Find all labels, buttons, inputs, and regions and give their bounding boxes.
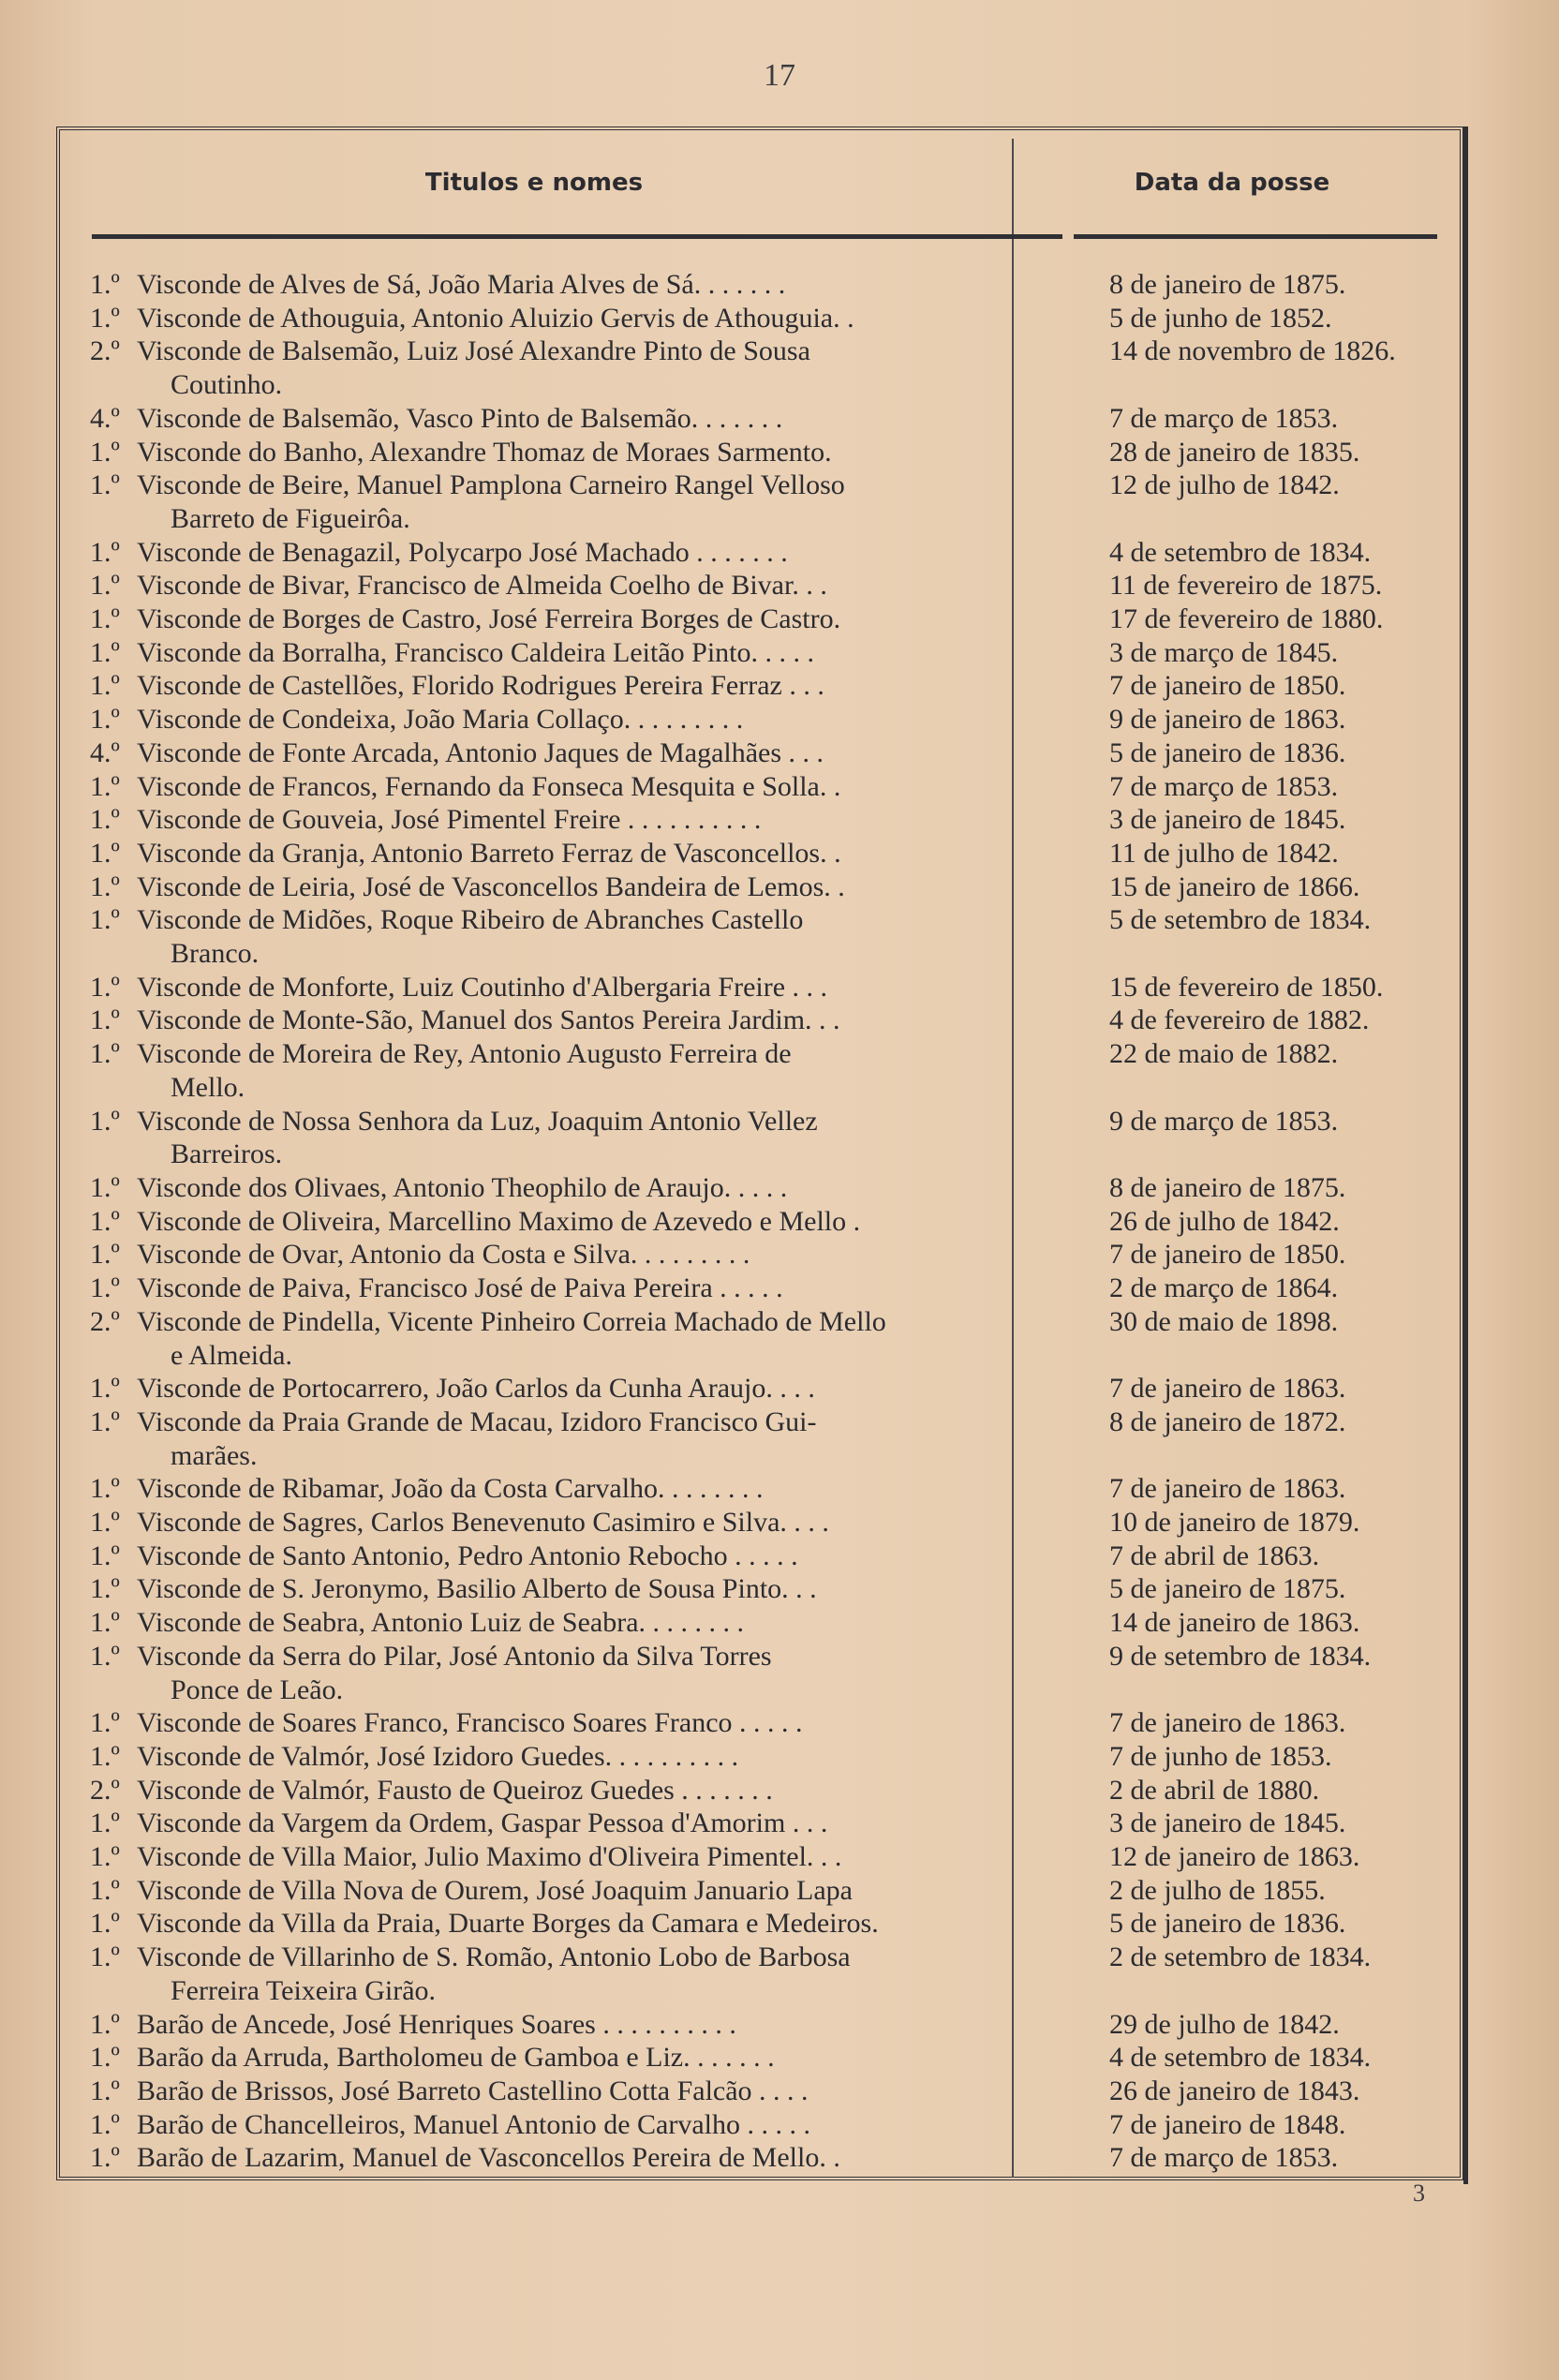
entry-ordinal: 1.º — [90, 1841, 120, 1873]
entry-name: Visconde da Serra do Pilar, José Antonio da Silva Torres — [137, 1640, 772, 1672]
entry-name: Visconde de Monforte, Luiz Coutinho d'Albergaria Freire . . . — [137, 971, 828, 1003]
entry-name: Visconde de S. Jeronymo, Basilio Alberto de Sousa Pinto. . . — [137, 1573, 817, 1605]
entry-date: 2 de abril de 1880. — [1109, 1774, 1320, 1806]
table-row — [88, 703, 1456, 736]
entry-ordinal: 1.º — [90, 670, 120, 702]
entry-ordinal: 1.º — [90, 1473, 120, 1505]
entry-name: Visconde de Balsemão, Vasco Pinto de Balsemão. . . . . . . — [137, 402, 783, 434]
entry-ordinal: 1.º — [90, 1540, 120, 1571]
table-row — [88, 1105, 1456, 1171]
entry-title — [88, 1105, 1049, 1171]
entry-date: 5 de setembro de 1834. — [1109, 904, 1372, 936]
entry-date: 29 de julho de 1842. — [1109, 2008, 1340, 2040]
entry-name: Visconde da Granja, Antonio Barreto Ferraz de Vasconcellos. . — [137, 837, 841, 869]
entry-name: Visconde de Gouveia, José Pimentel Freire . . . . . . . . . . — [137, 804, 762, 836]
entry-title — [88, 870, 1049, 904]
entry-title — [88, 1205, 1049, 1239]
entry-date: 15 de fevereiro de 1850. — [1109, 971, 1384, 1003]
entry-title — [88, 2075, 1049, 2108]
entry-title — [88, 2141, 1049, 2175]
entry-name: Visconde de Leiria, José de Vasconcellos Bandeira de Lemos. . — [137, 870, 845, 902]
entry-name: Visconde de Ribamar, João da Costa Carvalho. . . . . . . . — [137, 1473, 764, 1505]
entry-title — [88, 569, 1049, 602]
entry-ordinal: 1.º — [90, 870, 120, 902]
entry-title — [88, 602, 1049, 636]
entry-name: Visconde de Seabra, Antonio Luiz de Seabra. . . . . . . . — [137, 1607, 745, 1639]
entry-title — [88, 268, 1049, 302]
entry-title — [88, 1740, 1049, 1774]
entry-date: 5 de janeiro de 1836. — [1109, 736, 1346, 768]
entry-name: Visconde de Villarinho de S. Romão, Antonio Lobo de Barbosa — [137, 1941, 851, 1973]
entry-date: 7 de janeiro de 1850. — [1109, 1239, 1346, 1271]
entry-name: Visconde de Borges de Castro, José Ferreira Borges de Castro. — [137, 603, 841, 635]
table-row — [88, 1037, 1456, 1104]
entry-name: Visconde de Valmór, José Izidoro Guedes. . . . . . . . . . — [137, 1740, 739, 1772]
entry-ordinal: 1.º — [90, 804, 120, 836]
table-row — [88, 1907, 1456, 1941]
entry-title — [88, 669, 1049, 703]
entry-ordinal: 1.º — [90, 1908, 120, 1940]
entry-name: Visconde de Castellões, Florido Rodrigues Pereira Ferraz . . . — [137, 670, 824, 702]
entry-date: 5 de janeiro de 1836. — [1109, 1908, 1346, 1940]
entry-name: Barão de Ancede, José Henriques Soares . . . . . . . . . . — [137, 2008, 736, 2040]
entry-title — [88, 1874, 1049, 1908]
entry-continuation: marães. — [171, 1439, 258, 1471]
table-row — [88, 1706, 1456, 1740]
entry-ordinal: 1.º — [90, 1004, 120, 1036]
entry-ordinal: 1.º — [90, 469, 120, 501]
entry-date: 5 de janeiro de 1875. — [1109, 1573, 1346, 1605]
table-row — [88, 736, 1456, 770]
entry-date: 5 de junho de 1852. — [1109, 302, 1332, 334]
table-row — [88, 1740, 1456, 1774]
table-row — [88, 436, 1456, 469]
entry-ordinal: 1.º — [90, 1607, 120, 1639]
entry-ordinal: 1.º — [90, 1272, 120, 1304]
table-row — [88, 1640, 1456, 1706]
entry-title — [88, 803, 1049, 837]
entry-ordinal: 1.º — [90, 1038, 120, 1070]
entry-title — [88, 536, 1049, 570]
entry-ordinal: 1.º — [90, 971, 120, 1003]
entry-title — [88, 1372, 1049, 1406]
entry-name: Visconde da Praia Grande de Macau, Izidoro Francisco Gui- — [137, 1406, 817, 1437]
entry-date: 15 de janeiro de 1866. — [1109, 870, 1360, 902]
entry-name: Visconde de Athouguia, Antonio Aluizio Gervis de Athouguia. . — [137, 302, 854, 334]
entry-name: Visconde de Beire, Manuel Pamplona Carneiro Rangel Velloso — [137, 469, 845, 501]
entry-ordinal: 1.º — [90, 2008, 120, 2040]
entry-date: 28 de janeiro de 1835. — [1109, 436, 1360, 468]
entry-ordinal: 1.º — [90, 1941, 120, 1973]
table-row — [88, 1874, 1456, 1908]
entry-ordinal: 2.º — [90, 1305, 120, 1337]
entry-title — [88, 2108, 1049, 2142]
entry-ordinal: 1.º — [90, 269, 120, 300]
entry-name: Visconde de Paiva, Francisco José de Paiva Pereira . . . . . — [137, 1272, 783, 1304]
column-header-date: Data da posse — [1134, 169, 1330, 197]
entry-continuation: Mello. — [171, 1071, 245, 1103]
column-header-titles: Titulos e nomes — [424, 169, 644, 197]
entry-ordinal: 1.º — [90, 436, 120, 468]
table-row — [88, 1406, 1456, 1472]
table-row — [88, 2108, 1456, 2142]
entry-name: Visconde da Vargem da Ordem, Gaspar Pessoa d'Amorim . . . — [137, 1807, 828, 1839]
table-row — [88, 1272, 1456, 1305]
entry-date: 7 de janeiro de 1848. — [1109, 2108, 1346, 2140]
entry-name: Visconde de Sagres, Carlos Benevenuto Casimiro e Silva. . . . — [137, 1507, 829, 1539]
entry-title — [88, 1706, 1049, 1740]
table-row — [88, 1540, 1456, 1573]
table-row — [88, 2075, 1456, 2108]
entry-date: 3 de março de 1845. — [1109, 636, 1339, 668]
entry-ordinal: 4.º — [90, 402, 120, 434]
entry-date: 7 de janeiro de 1850. — [1109, 670, 1346, 702]
entry-date: 4 de fevereiro de 1882. — [1109, 1004, 1370, 1036]
entry-ordinal: 1.º — [90, 1406, 120, 1437]
entry-date: 7 de janeiro de 1863. — [1109, 1473, 1346, 1505]
table-row — [88, 669, 1456, 703]
entry-name: Visconde de Fonte Arcada, Antonio Jaques de Magalhães . . . — [137, 736, 824, 768]
entry-date: 9 de setembro de 1834. — [1109, 1640, 1372, 1672]
entry-date: 8 de janeiro de 1875. — [1109, 1171, 1346, 1203]
entry-title — [88, 636, 1049, 670]
entry-continuation: e Almeida. — [171, 1339, 292, 1371]
entry-title — [88, 1406, 1049, 1472]
entry-date: 11 de fevereiro de 1875. — [1109, 570, 1383, 602]
table-row — [88, 569, 1456, 602]
table-row — [88, 903, 1456, 970]
entry-continuation: Barreiros. — [171, 1138, 283, 1170]
entry-date: 12 de janeiro de 1863. — [1109, 1841, 1360, 1873]
entry-ordinal: 1.º — [90, 302, 120, 334]
entry-title — [88, 1606, 1049, 1640]
entry-continuation: Ponce de Leão. — [171, 1673, 344, 1705]
entry-date: 9 de janeiro de 1863. — [1109, 704, 1346, 736]
entry-date: 12 de julho de 1842. — [1109, 469, 1340, 501]
table-row — [88, 2008, 1456, 2042]
entry-ordinal: 1.º — [90, 904, 120, 936]
entry-name: Visconde de Valmór, Fausto de Queiroz Guedes . . . . . . . — [137, 1774, 773, 1806]
entry-name: Visconde de Midões, Roque Ribeiro de Abranches Castello — [137, 904, 804, 936]
entry-name: Visconde de Ovar, Antonio da Costa e Silva. . . . . . . . . — [137, 1239, 750, 1271]
entry-ordinal: 1.º — [90, 704, 120, 736]
entry-date: 7 de junho de 1853. — [1109, 1740, 1332, 1772]
entry-ordinal: 1.º — [90, 2108, 120, 2140]
entry-name: Visconde da Borralha, Francisco Caldeira Leitão Pinto. . . . . — [137, 636, 815, 668]
entries-list — [88, 268, 1456, 2175]
entry-ordinal: 2.º — [90, 335, 120, 367]
entry-name: Visconde de Condeixa, João Maria Collaço. . . . . . . . . — [137, 704, 744, 736]
entry-ordinal: 1.º — [90, 536, 120, 568]
entry-name: Visconde de Pindella, Vicente Pinheiro Correia Machado de Mello — [137, 1305, 886, 1337]
table-row — [88, 837, 1456, 870]
entry-ordinal: 1.º — [90, 770, 120, 802]
entry-title — [88, 1907, 1049, 1941]
table-row — [88, 1472, 1456, 1506]
entry-name: Barão de Lazarim, Manuel de Vasconcellos Pereira de Mello. . — [137, 2142, 840, 2174]
entry-date: 22 de maio de 1882. — [1109, 1038, 1339, 1070]
entry-date: 2 de julho de 1855. — [1109, 1874, 1326, 1906]
entry-name: Visconde de Soares Franco, Francisco Soares Franco . . . . . — [137, 1707, 803, 1739]
entry-ordinal: 4.º — [90, 736, 120, 768]
entry-ordinal: 1.º — [90, 1373, 120, 1405]
entry-ordinal: 1.º — [90, 1239, 120, 1271]
table-row — [88, 2041, 1456, 2075]
entry-ordinal: 1.º — [90, 603, 120, 635]
entry-title — [88, 1004, 1049, 1037]
table-row — [88, 1840, 1456, 1874]
entry-title — [88, 335, 1049, 401]
entry-date: 2 de setembro de 1834. — [1109, 1941, 1372, 1973]
entry-title — [88, 1506, 1049, 1540]
entry-name: Visconde de Bivar, Francisco de Almeida Coelho de Bivar. . . — [137, 570, 827, 602]
entry-name: Barão da Arruda, Bartholomeu de Gamboa e Liz. . . . . . . — [137, 2042, 775, 2074]
entry-ordinal: 2.º — [90, 1774, 120, 1806]
entry-name: Visconde da Villa da Praia, Duarte Borges da Camara e Medeiros. — [137, 1908, 879, 1940]
entry-title — [88, 1305, 1049, 1372]
table-row — [88, 1941, 1456, 2007]
entry-title — [88, 402, 1049, 436]
entry-title — [88, 1272, 1049, 1305]
table-row — [88, 602, 1456, 636]
entry-date: 7 de janeiro de 1863. — [1109, 1707, 1346, 1739]
entry-title — [88, 1840, 1049, 1874]
header-rule-right — [1074, 234, 1437, 239]
entry-ordinal: 1.º — [90, 1171, 120, 1203]
entry-name: Visconde do Banho, Alexandre Thomaz de Moraes Sarmento. — [137, 436, 832, 468]
entry-date: 10 de janeiro de 1879. — [1109, 1507, 1360, 1539]
entry-title — [88, 1807, 1049, 1840]
entry-ordinal: 1.º — [90, 1807, 120, 1839]
entry-title — [88, 971, 1049, 1004]
table-row — [88, 1807, 1456, 1840]
entry-name: Visconde de Balsemão, Luiz José Alexandre Pinto de Sousa — [137, 335, 810, 367]
entry-title — [88, 1171, 1049, 1205]
entry-title — [88, 1037, 1049, 1104]
table-row — [88, 1004, 1456, 1037]
entry-name: Visconde de Nossa Senhora da Luz, Joaquim Antonio Vellez — [137, 1105, 818, 1137]
table-row — [88, 2141, 1456, 2175]
table-row — [88, 1305, 1456, 1372]
entry-name: Visconde de Moreira de Rey, Antonio Augusto Ferreira de — [137, 1038, 792, 1070]
table-row — [88, 1372, 1456, 1406]
entry-date: 8 de janeiro de 1872. — [1109, 1406, 1346, 1437]
entry-title — [88, 1640, 1049, 1706]
entry-date: 7 de janeiro de 1863. — [1109, 1373, 1346, 1405]
entry-name: Visconde de Portocarrero, João Carlos da Cunha Araujo. . . . — [137, 1373, 815, 1405]
entry-title — [88, 2008, 1049, 2042]
entry-ordinal: 1.º — [90, 1205, 120, 1237]
entry-title — [88, 736, 1049, 770]
entry-date: 4 de setembro de 1834. — [1109, 536, 1372, 568]
entry-ordinal: 1.º — [90, 570, 120, 602]
entry-title — [88, 1941, 1049, 2007]
entry-continuation: Coutinho. — [171, 369, 283, 401]
table-row — [88, 1606, 1456, 1640]
table-row — [88, 1506, 1456, 1540]
entry-date: 7 de abril de 1863. — [1109, 1540, 1320, 1571]
entry-name: Visconde dos Olivaes, Antonio Theophilo de Araujo. . . . . — [137, 1171, 788, 1203]
table-row — [88, 335, 1456, 401]
entry-continuation: Branco. — [171, 938, 260, 970]
entry-title — [88, 469, 1049, 535]
entry-date: 3 de janeiro de 1845. — [1109, 1807, 1346, 1839]
table-row — [88, 1572, 1456, 1606]
table-row — [88, 1774, 1456, 1807]
entry-date: 3 de janeiro de 1845. — [1109, 804, 1346, 836]
table-row — [88, 770, 1456, 804]
table-row — [88, 402, 1456, 436]
entry-title — [88, 302, 1049, 335]
entry-date: 30 de maio de 1898. — [1109, 1305, 1339, 1337]
table-row — [88, 803, 1456, 837]
header-rule-left — [92, 234, 1062, 239]
entry-title — [88, 1774, 1049, 1807]
entry-name: Visconde de Monte-São, Manuel dos Santos Pereira Jardim. . . — [137, 1004, 840, 1036]
entry-name: Visconde de Benagazil, Polycarpo José Machado . . . . . . . — [137, 536, 788, 568]
table-row — [88, 636, 1456, 670]
entry-date: 17 de fevereiro de 1880. — [1109, 603, 1384, 635]
entry-date: 11 de julho de 1842. — [1109, 837, 1339, 869]
entry-date: 4 de setembro de 1834. — [1109, 2042, 1372, 2074]
table-row — [88, 536, 1456, 570]
entry-ordinal: 1.º — [90, 1740, 120, 1772]
entry-ordinal: 1.º — [90, 1105, 120, 1137]
entry-ordinal: 1.º — [90, 2042, 120, 2074]
entry-date: 14 de janeiro de 1863. — [1109, 1607, 1360, 1639]
entry-date: 7 de março de 1853. — [1109, 770, 1339, 802]
entry-date: 7 de março de 1853. — [1109, 2142, 1339, 2174]
signature-mark: 3 — [1413, 2179, 1425, 2207]
entry-ordinal: 1.º — [90, 1507, 120, 1539]
entry-ordinal: 1.º — [90, 1874, 120, 1906]
entry-name: Barão de Chancelleiros, Manuel Antonio de Carvalho . . . . . — [137, 2108, 810, 2140]
entry-name: Visconde de Villa Nova de Ourem, José Joaquim Januario Lapa — [137, 1874, 853, 1906]
entry-name: Visconde de Oliveira, Marcellino Maximo de Azevedo e Mello . — [137, 1205, 861, 1237]
entry-title — [88, 903, 1049, 970]
entry-title — [88, 1238, 1049, 1272]
entry-ordinal: 1.º — [90, 636, 120, 668]
page-number: 17 — [764, 58, 795, 93]
entry-ordinal: 1.º — [90, 837, 120, 869]
entry-title — [88, 2041, 1049, 2075]
entry-date: 9 de março de 1853. — [1109, 1105, 1339, 1137]
entry-title — [88, 1540, 1049, 1573]
table-row — [88, 268, 1456, 302]
entry-ordinal: 1.º — [90, 1707, 120, 1739]
table-row — [88, 870, 1456, 904]
entry-name: Visconde de Villa Maior, Julio Maximo d'Oliveira Pimentel. . . — [137, 1841, 842, 1873]
entry-ordinal: 1.º — [90, 1573, 120, 1605]
entry-ordinal: 1.º — [90, 2075, 120, 2106]
table-row — [88, 1171, 1456, 1205]
entry-title — [88, 837, 1049, 870]
entry-continuation: Barreto de Figueirôa. — [171, 502, 410, 534]
table-row — [88, 1238, 1456, 1272]
entry-title — [88, 770, 1049, 804]
table-row — [88, 469, 1456, 535]
table-row — [88, 1205, 1456, 1239]
entry-continuation: Ferreira Teixeira Girão. — [171, 1974, 437, 2006]
entry-title — [88, 1472, 1049, 1506]
entry-date: 2 de março de 1864. — [1109, 1272, 1339, 1304]
entry-date: 7 de março de 1853. — [1109, 402, 1339, 434]
entry-name: Visconde de Santo Antonio, Pedro Antonio Rebocho . . . . . — [137, 1540, 798, 1571]
entry-ordinal: 1.º — [90, 2142, 120, 2174]
entry-title — [88, 436, 1049, 469]
entry-title — [88, 703, 1049, 736]
table-row — [88, 971, 1456, 1004]
entry-ordinal: 1.º — [90, 1640, 120, 1672]
entry-date: 14 de novembro de 1826. — [1109, 335, 1396, 367]
entry-name: Barão de Brissos, José Barreto Castellino Cotta Falcão . . . . — [137, 2075, 809, 2106]
entry-date: 26 de janeiro de 1843. — [1109, 2075, 1360, 2106]
table-row — [88, 302, 1456, 335]
entry-name: Visconde de Alves de Sá, João Maria Alves de Sá. . . . . . . — [137, 269, 786, 300]
entry-name: Visconde de Francos, Fernando da Fonseca Mesquita e Solla. . — [137, 770, 841, 802]
entry-date: 8 de janeiro de 1875. — [1109, 269, 1346, 300]
entry-date: 26 de julho de 1842. — [1109, 1205, 1340, 1237]
entry-title — [88, 1572, 1049, 1606]
